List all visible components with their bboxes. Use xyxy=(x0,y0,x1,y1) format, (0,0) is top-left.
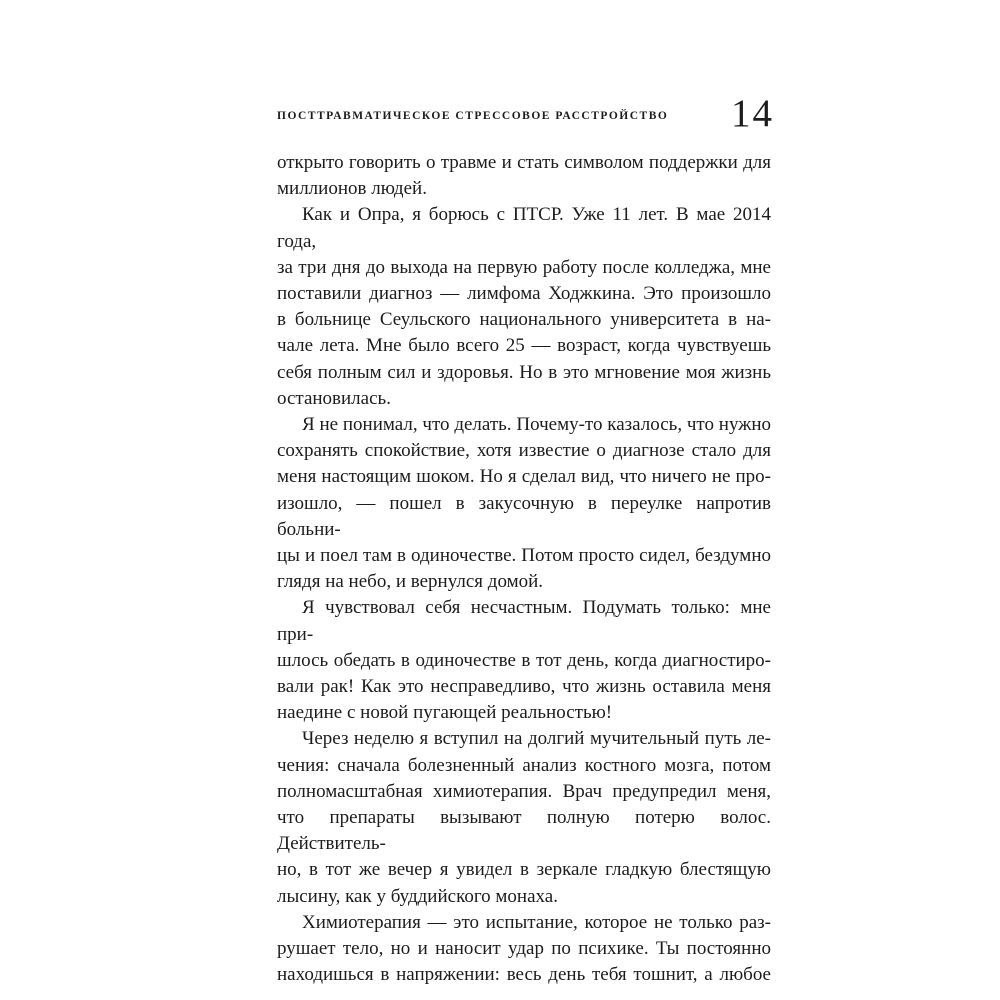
paragraph xyxy=(277,150,771,202)
text-line: в больнице Сеульского национального университета в на- xyxy=(277,309,771,331)
text-line: находишься в напряжении: весь день тебя тошнит, а любое xyxy=(277,964,771,986)
text-line: глядя на небо, и вернулся домой. xyxy=(277,571,544,593)
body-text xyxy=(277,150,771,989)
paragraph xyxy=(277,412,771,595)
paragraph xyxy=(277,202,771,412)
text-line: сохранять спокойствие, хотя известие о диагнозе стало для xyxy=(277,440,771,462)
text-line: вали рак! Как это несправедливо, что жизнь оставила меня xyxy=(277,676,771,698)
text-line: полномасштабная химиотерапия. Врач предупредил меня, xyxy=(277,780,771,802)
paragraph xyxy=(277,726,771,909)
text-line: чения: сначала болезненный анализ костного мозга, потом xyxy=(277,754,771,776)
text-line: поставили диагноз — лимфома Ходжкина. Это произошло xyxy=(277,283,771,305)
page-number: 14 xyxy=(731,92,774,135)
text-line: что препараты вызывают полную потерю волос. Действитель- xyxy=(277,807,771,855)
text-line: чале лета. Мне было всего 25 — возраст, когда чувствуешь xyxy=(277,335,771,357)
text-line: изошло, — пошел в закусочную в переулке напротив больни- xyxy=(277,492,771,540)
paragraph xyxy=(277,595,771,726)
text-line: рушает тело, но и наносит удар по психике. Ты постоянно xyxy=(277,938,771,960)
running-header-title: ПОСТТРАВМАТИЧЕСКОЕ СТРЕССОВОЕ РАССТРОЙСТВО xyxy=(277,110,669,122)
text-line: себя полным сил и здоровья. Но в это мгновение моя жизнь xyxy=(277,361,771,383)
text-line: наедине с новой пугающей реальностью! xyxy=(277,702,613,724)
text-line: Я чувствовал себя несчастным. Подумать только: мне при- xyxy=(277,597,771,645)
text-line: но, в тот же вечер я увидел в зеркале гладкую блестящую xyxy=(277,859,771,881)
text-line: Через неделю я вступил на долгий мучительный путь ле- xyxy=(302,728,771,750)
text-line: миллионов людей. xyxy=(277,178,427,200)
text-line: открыто говорить о травме и стать символом поддержки для xyxy=(277,152,771,173)
text-line: за три дня до выхода на первую работу после колледжа, мне xyxy=(277,256,771,278)
text-line: меня настоящим шоком. Но я сделал вид, что ничего не про- xyxy=(277,466,771,488)
paragraph xyxy=(277,910,771,989)
text-line: Химиотерапия — это испытание, которое не только раз- xyxy=(302,911,771,933)
text-line: цы и поел там в одиночестве. Потом просто сидел, бездумно xyxy=(277,545,771,567)
text-line: лысину, как у буддийского монаха. xyxy=(277,885,558,907)
text-line: Как и Опра, я борюсь с ПТСР. Уже 11 лет. В мае 2014 года, xyxy=(277,204,771,252)
text-line: остановилась. xyxy=(277,387,391,409)
text-line: Я не понимал, что делать. Почему-то казалось, что нужно xyxy=(302,414,771,436)
text-line: шлось обедать в одиночестве в тот день, когда диагностиро- xyxy=(277,649,771,671)
